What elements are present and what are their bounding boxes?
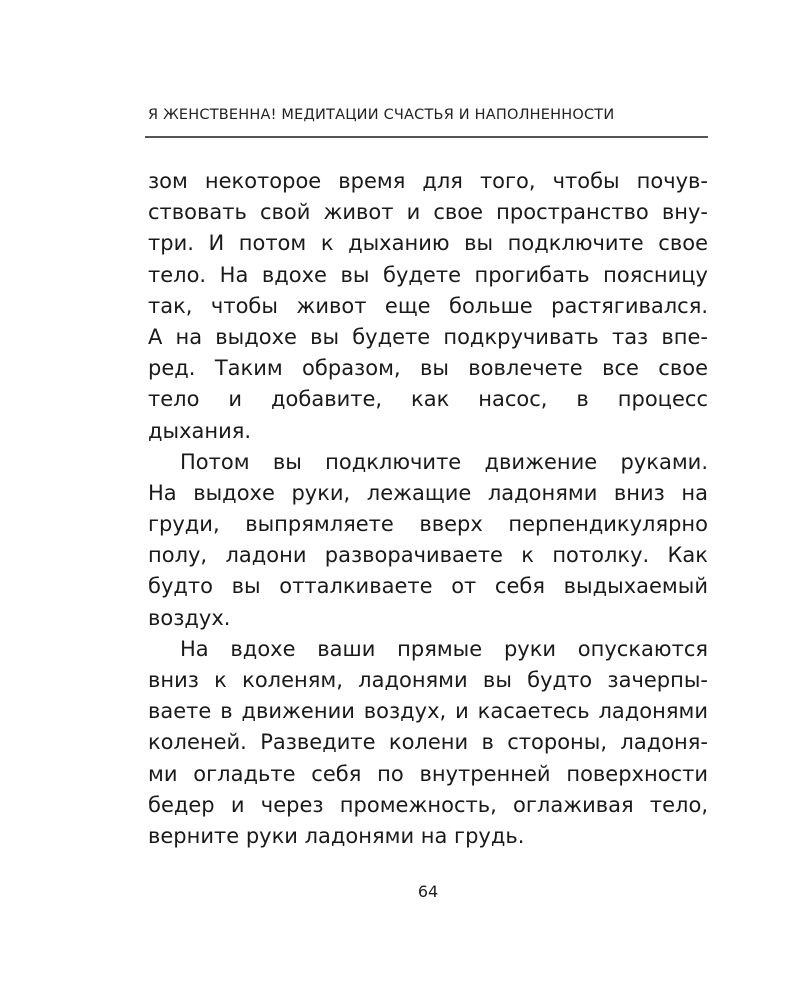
text-line: тело и добавите, как насос, в процесс <box>148 387 708 412</box>
header-divider <box>145 136 708 138</box>
text-line: будто вы отталкиваете от себя выдыхаемый <box>148 574 708 599</box>
text-line: ред. Таким образом, вы вовлечете все свое <box>148 356 708 381</box>
text-line: На выдохе руки, лежащие ладонями вниз на <box>148 480 708 505</box>
text-line: груди, выпрямляете вверх перпендикулярно <box>148 512 708 537</box>
text-line: дыхания. <box>148 418 252 443</box>
text-line: ствовать свой живот и свое пространство вну- <box>148 200 708 225</box>
page-number: 64 <box>417 882 439 901</box>
text-line: так, чтобы живот еще больше растягивался. <box>148 293 708 318</box>
body-text <box>148 166 708 852</box>
text-line: вниз к коленям, ладонями вы будто зачерпы- <box>148 668 708 692</box>
text-line: верните руки ладонями на грудь. <box>148 823 525 848</box>
text-line: полу, ладони разворачиваете к потолку. Как <box>148 543 708 568</box>
text-line: ми огладьте себя по внутренней поверхности <box>148 761 708 786</box>
text-line: три. И потом к дыханию вы подключите свое <box>148 231 708 256</box>
text-line: На вдохе ваши прямые руки опускаются <box>180 636 708 661</box>
running-header: Я ЖЕНСТВЕННА! МЕДИТАЦИИ СЧАСТЬЯ И НАПОЛНЕННОСТИ <box>148 107 615 123</box>
text-line: Потом вы подключите движение руками. <box>180 449 708 474</box>
text-line: А на выдохе вы будете подкручивать таз впе- <box>148 324 708 349</box>
text-line: тело. На вдохе вы будете прогибать поясницу <box>148 262 708 287</box>
text-line: зом некоторое время для того, чтобы почув- <box>148 169 708 193</box>
text-line: бедер и через промежность, оглаживая тело, <box>148 792 708 817</box>
text-line: воздух. <box>148 605 231 630</box>
text-line: ваете в движении воздух, и касаетесь ладонями <box>148 699 708 724</box>
text-line: коленей. Разведите колени в стороны, ладоня- <box>148 730 708 755</box>
